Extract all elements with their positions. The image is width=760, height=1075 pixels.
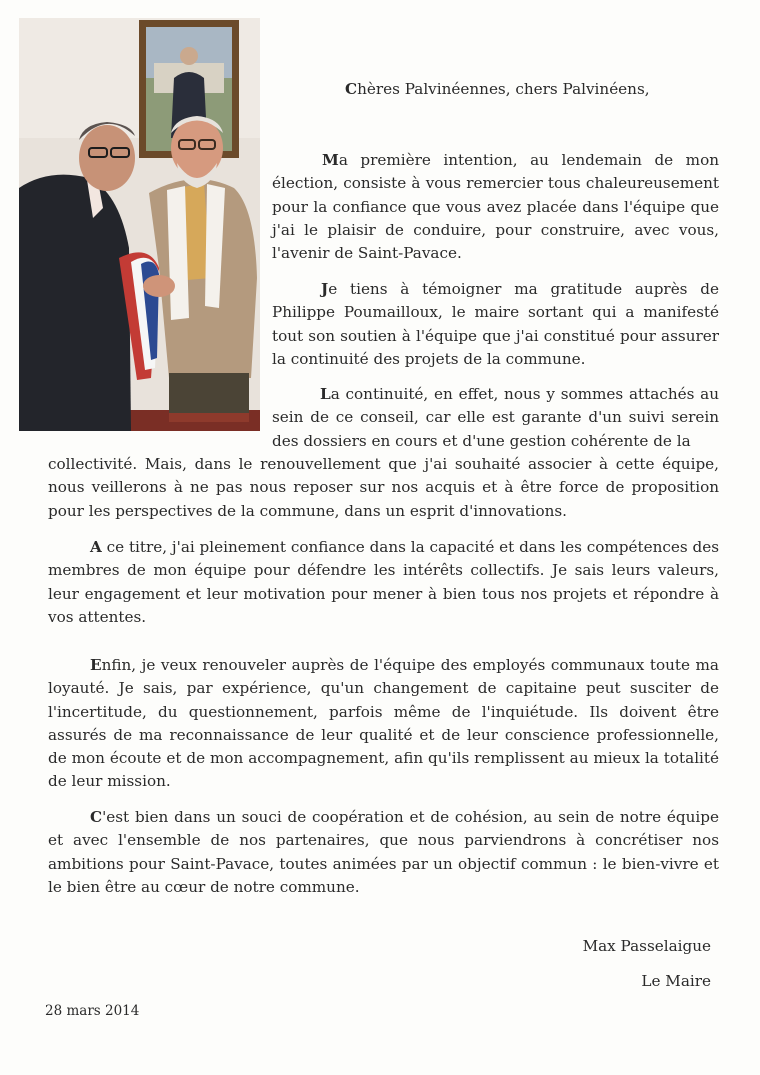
paragraph-text: a continuité, en effet, nous y sommes attachés au sein de ce conseil, car elle est garante d'un suivi serein des dossiers en cours et d'une gestion cohérente de la	[272, 385, 719, 450]
drop-initial: J	[321, 280, 329, 298]
paragraph-text: ce titre, j'ai pleinement confiance dans la capacité et dans les compétences des membres de mon équipe pour défendre les intérêts collectifs. Je sais leurs valeurs, leur engagement et leur motivation pour mener à bien tous nos projets et répondre à vos attentes.	[48, 538, 719, 626]
drop-initial: C	[90, 808, 103, 826]
salutation-text: hères Palvinéennes, chers Palvinéens,	[357, 80, 650, 98]
paragraph-gratitude	[272, 278, 719, 371]
drop-initial: L	[320, 385, 331, 403]
letter-date: 28 mars 2014	[45, 1003, 140, 1019]
paragraph-continuity	[272, 383, 719, 453]
paragraph-employees	[48, 654, 719, 794]
paragraph-text: e tiens à témoigner ma gratitude auprès de Philippe Poumailloux, le maire sortant qui a manifesté tout son soutien à l'équipe que j'ai constitué pour assurer la continuité des projets de la commune.	[272, 280, 719, 368]
signature-name: Max Passelaigue	[582, 937, 711, 955]
paragraph-cooperation	[48, 806, 719, 899]
paragraph-text: collectivité. Mais, dans le renouvellement que j'ai souhaité associer à cette équipe, nous veillerons à ne pas nous reposer sur nos acquis et à être force de proposition pour les perspectives de la commune, dans un esprit d'innovations.	[48, 455, 719, 520]
drop-initial: A	[90, 538, 102, 556]
drop-initial: E	[90, 656, 102, 674]
paragraph-text: a première intention, au lendemain de mon élection, consiste à vous remercier tous chaleureusement pour la confiance que vous avez placée dans l'équipe que j'ai le plaisir de conduire, pour construire, avec vous, l'avenir de Saint-Pavace.	[272, 151, 719, 263]
photo-illustration	[19, 18, 260, 431]
salutation	[345, 78, 650, 101]
paragraph-continuity-cont	[48, 453, 719, 523]
drop-initial: M	[322, 151, 339, 169]
signature-title: Le Maire	[641, 972, 711, 990]
paragraph-confidence	[48, 536, 719, 629]
mayor-handover-photo	[19, 18, 260, 431]
drop-initial: C	[345, 80, 358, 98]
paragraph-text: 'est bien dans un souci de coopération et de cohésion, au sein de notre équipe et avec l'ensemble de nos partenaires, que nous parviendrons à concrétiser nos ambitions pour Saint-Pavace, toutes animées par un objectif commun : le bien-vivre et le bien être au cœur de notre commune.	[48, 808, 719, 896]
paragraph-intention	[272, 149, 719, 265]
paragraph-text: nfin, je veux renouveler auprès de l'équipe des employés communaux toute ma loyauté. Je sais, par expérience, qu'un changement de capitaine peut susciter de l'incertitude, du questionnement, parfois même de l'inquiétude. Ils doivent être assurés de ma reconnaissance de leur qualité et de leur conscience professionnelle, de mon écoute et de mon accompagnement, afin qu'ils remplissent au mieux la totalité de leur mission.	[48, 656, 719, 791]
